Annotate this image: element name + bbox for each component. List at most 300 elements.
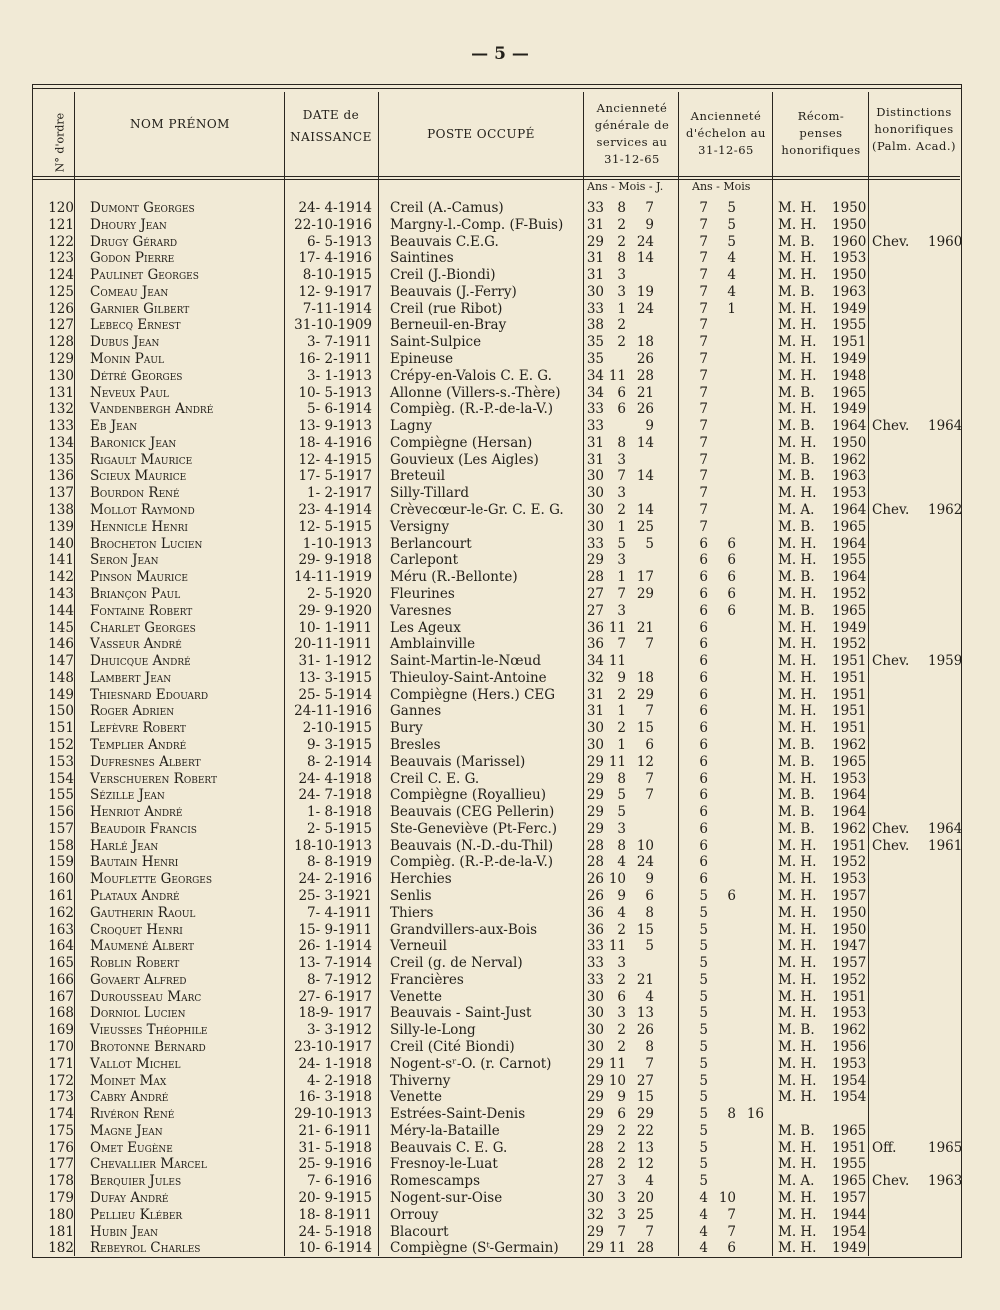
cell-birth-date: 13- 9-1913 [298,418,372,435]
cell-birth-date: 7- 4-1911 [307,904,372,921]
cell-order-number: 169 [48,1022,74,1039]
cell-post: Bresles [390,736,441,753]
cell-step-years: 5 [699,1072,708,1089]
cell-award: M. H. [778,367,817,384]
cell-general-years: 30 [586,518,604,535]
cell-step-years: 5 [699,988,708,1005]
cell-general-days: 19 [636,283,654,300]
cell-order-number: 146 [48,636,74,653]
cell-general-days: 17 [636,569,654,586]
cell-step-years: 5 [699,971,708,988]
cell-birth-date: 24- 4-1914 [298,200,372,216]
cell-step-years: 5 [699,1139,708,1156]
cell-birth-date: 31- 1-1912 [298,653,372,670]
cell-award: M. H. [778,1039,817,1055]
cell-award: M. B. [778,820,815,837]
cell-general-months: 8 [617,200,626,216]
cell-general-months: 11 [608,1055,626,1072]
cell-post: Compiègne (Hers.) CEG [390,686,556,703]
table-row [32,922,960,938]
cell-award: M. B. [778,804,815,821]
cell-order-number: 138 [48,502,74,519]
header-seniority-step: Ancienneté d'échelon au 31-12-65 [686,109,766,157]
cell-award-year: 1963 [832,283,867,300]
cell-award-year: 1951 [832,988,867,1005]
cell-award: M. H. [778,351,817,368]
cell-step-years: 5 [699,1173,708,1190]
cell-order-number: 157 [48,820,74,837]
table-row [32,502,963,519]
cell-name: Charlet Georges [90,619,196,636]
cell-step-years: 6 [699,686,708,703]
cell-birth-date: 29- 9-1920 [298,602,372,619]
table-row [32,452,960,468]
table-row [32,1190,960,1206]
cell-step-years: 7 [699,233,708,250]
cell-general-months: 11 [608,653,626,670]
cell-general-months: 2 [617,720,626,737]
cell-birth-date: 10- 5-1913 [298,384,372,401]
cell-general-days: 29 [636,1106,654,1123]
cell-step-years: 7 [699,401,708,418]
cell-birth-date: 10- 6-1914 [298,1240,372,1257]
cell-award: M. H. [778,669,817,686]
cell-step-years: 7 [699,367,708,384]
cell-step-years: 7 [699,216,708,233]
cell-award: M. H. [778,401,817,418]
cell-birth-date: 17- 4-1916 [298,250,372,267]
cell-name: Dhoury Jean [90,216,167,233]
cell-order-number: 120 [48,200,74,216]
cell-general-days: 24 [636,233,654,250]
cell-general-years: 30 [586,468,604,485]
cell-birth-date: 24- 4-1918 [298,770,372,787]
table-row [32,385,960,401]
cell-order-number: 132 [48,401,74,418]
cell-name: Rivéron René [90,1106,175,1123]
cell-step-months: 1 [727,300,736,317]
table-row [32,771,960,787]
table-row [32,670,960,686]
cell-general-days: 27 [636,1072,654,1089]
cell-general-days: 10 [636,837,654,854]
cell-step-years: 5 [699,1039,708,1055]
cell-birth-date: 1-10-1913 [302,535,372,552]
cell-award: M. H. [778,317,817,334]
cell-name: Bautain Henri [90,854,179,871]
cell-award: M. H. [778,1089,817,1106]
table-row [32,250,960,266]
cell-general-years: 38 [586,317,604,334]
cell-general-years: 35 [586,334,604,351]
cell-award: M. H. [778,200,817,216]
cell-step-years: 5 [699,921,708,938]
cell-award: M. H. [778,904,817,921]
cell-general-days: 6 [645,736,654,753]
cell-step-years: 7 [699,518,708,535]
cell-name: Plataux André [90,887,180,904]
cell-general-months: 3 [617,1173,626,1190]
table-row [32,435,960,451]
cell-general-years: 28 [586,854,604,871]
cell-order-number: 153 [48,753,74,770]
cell-birth-date: 20-11-1911 [294,636,372,653]
cell-birth-date: 16- 2-1911 [298,351,372,368]
cell-birth-date: 7- 6-1916 [307,1173,372,1190]
table-row [32,905,960,921]
cell-general-months: 6 [617,988,626,1005]
cell-general-days: 26 [636,401,654,418]
cell-order-number: 135 [48,451,74,468]
cell-name: Pinson Maurice [90,569,188,586]
cell-order-number: 164 [48,938,74,955]
cell-general-months: 10 [608,871,626,888]
cell-order-number: 125 [48,283,74,300]
cell-general-days: 9 [645,418,654,435]
header-birth: DATE de NAISSANCE [290,108,372,144]
cell-order-number: 170 [48,1039,74,1055]
cell-general-months: 8 [617,434,626,451]
cell-award-year: 1953 [832,485,867,502]
cell-award: M. H. [778,770,817,787]
cell-step-years: 5 [699,1005,708,1022]
cell-general-years: 30 [586,1005,604,1022]
cell-general-months: 8 [617,837,626,854]
cell-general-years: 30 [586,1039,604,1055]
cell-step-years: 5 [699,955,708,972]
cell-order-number: 147 [48,653,74,670]
cell-post: Crèvecœur-le-Gr. C. E. G. [390,502,564,519]
cell-award-year: 1953 [832,770,867,787]
table-row [32,586,960,602]
cell-order-number: 141 [48,552,74,569]
cell-name: Henriot André [90,804,183,821]
cell-step-years: 7 [699,434,708,451]
cell-order-number: 180 [48,1206,74,1223]
cell-award: M. H. [778,250,817,267]
cell-name: Rebeyrol Charles [90,1240,201,1257]
cell-order-number: 149 [48,686,74,703]
cell-birth-date: 2-10-1915 [302,720,372,737]
cell-step-years: 6 [699,753,708,770]
table-row [32,1073,960,1089]
cell-general-months: 4 [617,904,626,921]
cell-award-year: 1965 [832,1122,867,1139]
cell-name: Moinet Max [90,1072,167,1089]
cell-name: Omet Eugène [90,1139,173,1156]
cell-general-days: 14 [636,250,654,267]
cell-general-months: 8 [617,770,626,787]
cell-birth-date: 3- 1-1913 [307,367,372,384]
cell-step-years: 6 [699,770,708,787]
cell-general-years: 28 [586,1139,604,1156]
cell-general-years: 34 [586,367,604,384]
cell-post: Allonne (Villers-s.-Thère) [390,384,561,401]
table-row [32,536,960,552]
cell-name: Dumont Georges [90,200,195,216]
cell-post: Versigny [390,518,450,535]
table-row [32,485,960,501]
cell-birth-date: 9- 3-1915 [307,736,372,753]
cell-general-days: 7 [645,200,654,216]
cell-name: Briançon Paul [90,585,181,602]
cell-award: M. B. [778,233,815,250]
cell-post: Berneuil-en-Bray [390,317,507,334]
cell-post: Beauvais C. E. G. [390,1139,508,1156]
cell-name: Cabry André [90,1089,169,1106]
cell-order-number: 174 [48,1106,74,1123]
cell-post: Francières [390,971,464,988]
subheader-step: Ans - Mois [692,180,751,193]
cell-award: M. H. [778,938,817,955]
cell-birth-date: 31- 5-1918 [298,1139,372,1156]
cell-general-months: 4 [617,854,626,871]
cell-general-months: 2 [617,1122,626,1139]
cell-step-years: 6 [699,569,708,586]
cell-birth-date: 8-10-1915 [302,267,372,284]
cell-step-years: 4 [699,1223,708,1240]
table-row [32,787,960,803]
cell-name: Dufay André [90,1190,169,1207]
cell-name: Thiesnard Edouard [90,686,209,703]
cell-general-months: 6 [617,401,626,418]
cell-post: Varesnes [390,602,452,619]
cell-general-years: 33 [586,971,604,988]
cell-general-months: 9 [617,887,626,904]
cell-award: M. H. [778,267,817,284]
cell-award: M. B. [778,518,815,535]
cell-name: Croquet Henri [90,921,183,938]
cell-general-months: 3 [617,1005,626,1022]
cell-general-months: 5 [617,535,626,552]
cell-general-days: 4 [645,1173,654,1190]
cell-general-days: 26 [636,1022,654,1039]
cell-award-year: 1951 [832,837,867,854]
cell-general-months: 3 [617,602,626,619]
table-row [32,938,960,954]
cell-distinction-year: 1965 [928,1139,963,1156]
cell-step-months: 4 [727,250,736,267]
cell-distinction-year: 1963 [928,1173,963,1190]
cell-order-number: 130 [48,367,74,384]
table-row [32,233,963,250]
cell-general-years: 32 [586,1206,604,1223]
cell-award-year: 1948 [832,367,867,384]
cell-birth-date: 25- 9-1916 [298,1156,372,1173]
cell-general-days: 21 [636,619,654,636]
cell-distinction-year: 1961 [928,837,963,854]
cell-general-years: 27 [586,1173,604,1190]
cell-general-months: 3 [617,955,626,972]
cell-birth-date: 18- 4-1916 [298,434,372,451]
cell-step-years: 6 [699,703,708,720]
cell-name: Scieux Maurice [90,468,187,485]
cell-award-year: 1954 [832,1072,867,1089]
cell-order-number: 137 [48,485,74,502]
cell-name: Roger Adrien [90,703,175,720]
cell-award: M. H. [778,871,817,888]
cell-award: M. H. [778,686,817,703]
cell-step-years: 6 [699,820,708,837]
cell-award-year: 1963 [832,468,867,485]
cell-award-year: 1954 [832,1223,867,1240]
table-row [32,217,960,233]
table-row [32,519,960,535]
cell-step-years: 7 [699,468,708,485]
cell-order-number: 163 [48,921,74,938]
cell-distinction: Chev. [872,837,910,854]
cell-birth-date: 15- 9-1911 [298,921,372,938]
cell-award-year: 1951 [832,334,867,351]
cell-birth-date: 13- 7-1914 [298,955,372,972]
cell-post: Fleurines [390,585,455,602]
cell-name: Bourdon René [90,485,180,502]
cell-step-years: 5 [699,1106,708,1123]
cell-award-year: 1965 [832,602,867,619]
cell-step-months: 6 [727,552,736,569]
cell-award-year: 1951 [832,653,867,670]
table-row [32,301,960,317]
cell-general-years: 33 [586,200,604,216]
cell-award-year: 1953 [832,250,867,267]
cell-general-days: 24 [636,854,654,871]
cell-step-months: 7 [727,1223,736,1240]
cell-birth-date: 4- 2-1918 [307,1072,372,1089]
cell-general-months: 3 [617,267,626,284]
cell-name: Dubus Jean [90,334,160,351]
cell-order-number: 128 [48,334,74,351]
table-row [32,1207,960,1223]
cell-name: Comeau Jean [90,283,169,300]
cell-step-years: 5 [699,1156,708,1173]
cell-post: Silly-le-Long [390,1022,476,1039]
cell-general-days: 8 [645,1039,654,1055]
cell-name: Godon Pierre [90,250,175,267]
cell-general-years: 30 [586,736,604,753]
cell-general-days: 15 [636,1089,654,1106]
cell-post: Gouvieux (Les Aigles) [390,451,539,468]
cell-award: M. H. [778,703,817,720]
cell-general-years: 33 [586,938,604,955]
cell-general-months: 3 [617,552,626,569]
cell-general-days: 13 [636,1139,654,1156]
cell-general-days: 5 [645,535,654,552]
cell-birth-date: 10- 1-1911 [298,619,372,636]
cell-birth-date: 29- 9-1918 [298,552,372,569]
cell-general-years: 35 [586,351,604,368]
cell-award-year: 1949 [832,1240,867,1257]
cell-name: Pellieu Kléber [90,1206,183,1223]
cell-general-months: 3 [617,451,626,468]
table-row [32,687,960,703]
cell-award-year: 1944 [832,1206,867,1223]
cell-step-months: 6 [727,569,736,586]
table-row [32,317,960,333]
cell-general-years: 29 [586,1072,604,1089]
cell-birth-date: 29-10-1913 [294,1106,372,1123]
table-row [32,871,960,887]
cell-order-number: 161 [48,887,74,904]
cell-post: Thiverny [390,1072,451,1089]
cell-post: Creil (J.-Biondi) [390,267,496,284]
cell-award: M. H. [778,1139,817,1156]
cell-name: Roblin Robert [90,955,180,972]
cell-post: Senlis [390,887,432,904]
cell-general-years: 31 [586,250,604,267]
cell-general-months: 5 [617,804,626,821]
cell-general-years: 29 [586,1055,604,1072]
cell-birth-date: 25- 5-1914 [298,686,372,703]
cell-post: Compiègne (Hersan) [390,434,533,451]
cell-birth-date: 16- 3-1918 [298,1089,372,1106]
cell-birth-date: 14-11-1919 [294,569,372,586]
cell-award: M. A. [778,1173,815,1190]
cell-general-months: 3 [617,1190,626,1207]
cell-general-years: 33 [586,418,604,435]
cell-general-years: 31 [586,703,604,720]
cell-award: M. H. [778,1223,817,1240]
cell-step-years: 7 [699,502,708,519]
cell-distinction-year: 1964 [928,418,963,435]
cell-order-number: 123 [48,250,74,267]
cell-general-years: 33 [586,535,604,552]
cell-post: Beauvais - Saint-Just [390,1005,532,1022]
table-row [32,1224,960,1240]
cell-step-months: 5 [727,216,736,233]
cell-post: Carlepont [390,552,459,569]
cell-general-months: 7 [617,636,626,653]
cell-general-months: 3 [617,485,626,502]
cell-general-months: 2 [617,1156,626,1173]
cell-step-years: 6 [699,787,708,804]
header-distinctions: Distinctions honorifiques (Palm. Acad.) [871,105,957,153]
cell-general-years: 30 [586,1190,604,1207]
cell-general-days: 18 [636,334,654,351]
cell-order-number: 156 [48,804,74,821]
cell-award-year: 1965 [832,753,867,770]
cell-general-years: 31 [586,686,604,703]
cell-general-years: 28 [586,569,604,586]
cell-general-days: 7 [645,787,654,804]
cell-birth-date: 13- 3-1915 [298,669,372,686]
cell-award: M. B. [778,468,815,485]
cell-award: M. H. [778,334,817,351]
cell-step-years: 4 [699,1206,708,1223]
cell-name: Vieusses Théophile [90,1022,208,1039]
cell-award: M. H. [778,619,817,636]
cell-general-days: 28 [636,1240,654,1257]
cell-award-year: 1962 [832,1022,867,1039]
cell-order-number: 142 [48,569,74,586]
header-divider-inner [32,179,960,180]
cell-general-months: 7 [617,468,626,485]
cell-post: Gannes [390,703,442,720]
cell-step-years: 5 [699,904,708,921]
cell-name: Templier André [90,736,187,753]
cell-award-year: 1964 [832,787,867,804]
cell-name: Mouflette Georges [90,871,213,888]
cell-post: Romescamps [390,1173,480,1190]
cell-award: M. H. [778,955,817,972]
cell-order-number: 121 [48,216,74,233]
cell-general-months: 3 [617,283,626,300]
cell-general-months: 3 [617,820,626,837]
cell-general-days: 12 [636,1156,654,1173]
cell-general-days: 24 [636,300,654,317]
cell-step-months: 6 [727,602,736,619]
cell-post: Orrouy [390,1206,439,1223]
cell-birth-date: 23- 4-1914 [298,502,372,519]
